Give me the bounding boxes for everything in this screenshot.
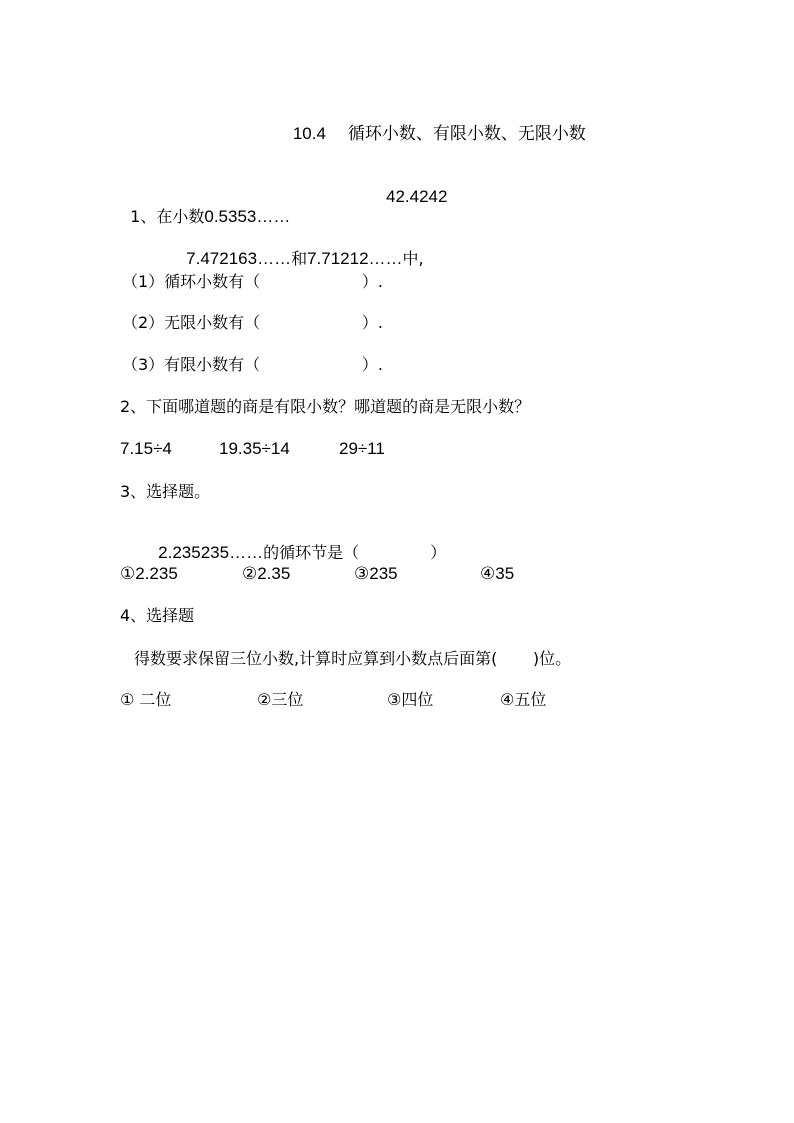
- q4-option-1: ① 二位: [120, 690, 172, 709]
- q1-line-1: [120, 187, 290, 227]
- q4-option-2: ②三位: [257, 690, 304, 709]
- q4-prompt: 4、选择题: [120, 606, 195, 625]
- q3-option-1: ①2.235: [120, 564, 178, 583]
- q4-question: 得数要求保留三位小数,计算时应算到小数点后面第( )位。: [134, 649, 572, 668]
- q1-sub-2: （2）无限小数有（ ）.: [122, 313, 383, 332]
- q4-option-4: ④五位: [500, 690, 547, 709]
- q1-sub-3: （3）有限小数有（ ）.: [122, 355, 383, 374]
- title-text: 循环小数、有限小数、无限小数: [347, 124, 586, 144]
- q1-number-b: 42.4242: [386, 187, 448, 206]
- q1-number-a: 0.5353……: [204, 207, 291, 226]
- q3-option-4: ④35: [480, 564, 515, 583]
- q2-item-1: 7.15÷4: [120, 439, 172, 458]
- q3-option-2: ②2.35: [242, 564, 291, 583]
- q1-line-2: [176, 229, 424, 269]
- q1-number-d: 7.71212……: [307, 249, 403, 268]
- q2-prompt: 2、下面哪道题的商是有限小数？哪道题的商是无限小数？: [120, 397, 531, 416]
- q3-question: [148, 523, 446, 563]
- page-title: [282, 104, 586, 144]
- title-number: 10.4: [292, 124, 326, 143]
- q1-number-c: 7.472163……: [186, 249, 292, 268]
- q3-prompt: 3、选择题。: [120, 482, 211, 501]
- q3-question-number: 2.235235……: [158, 543, 264, 562]
- q1-sub-1: （1）循环小数有（ ）.: [122, 272, 383, 291]
- q3-question-text: 的循环节是（ ）: [263, 543, 447, 562]
- q2-item-3: 29÷11: [339, 439, 385, 458]
- q3-option-3: ③235: [354, 564, 398, 583]
- q2-item-2: 19.35÷14: [219, 439, 290, 458]
- q1-tail: 中,: [402, 249, 424, 268]
- q1-intro: 1、在小数: [130, 207, 205, 226]
- q1-conjunction: 和: [291, 249, 308, 268]
- q4-option-3: ③四位: [387, 690, 434, 709]
